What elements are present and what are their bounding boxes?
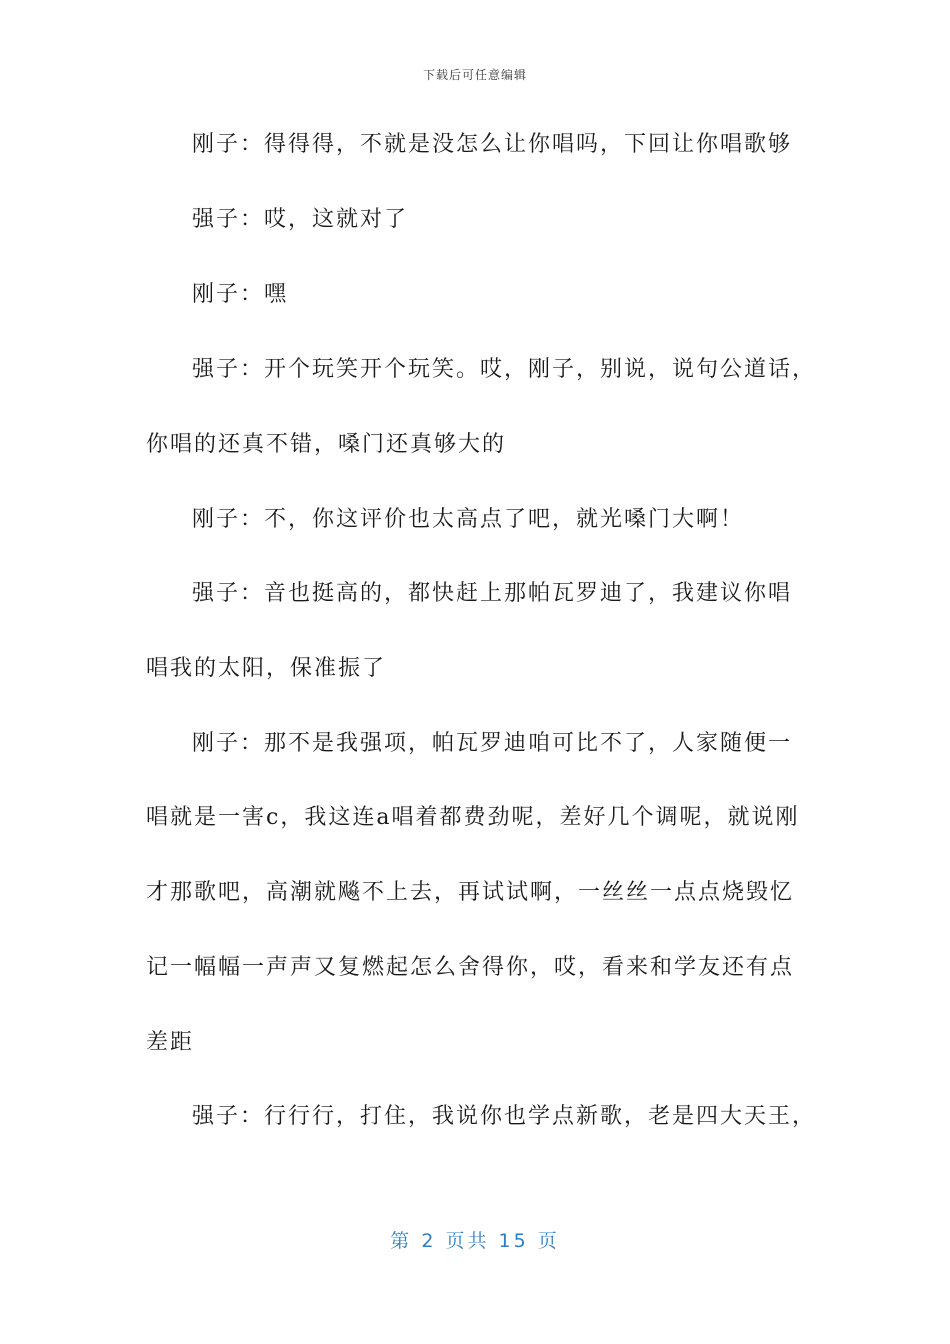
dialogue-line: 才那歌吧，高潮就飚不上去，再试试啊，一丝丝一点点烧毁忆 [146,880,795,905]
page-header: 下载后可任意编辑 [422,68,527,82]
dialogue-line: 刚子：得得得，不就是没怎么让你唱吗，下回让你唱歌够 [192,132,793,157]
dialogue-line: 刚子：那不是我强项，帕瓦罗迪咱可比不了，人家随便一 [192,731,793,756]
dialogue-line: 强子：开个玩笑开个玩笑。哎，刚子，别说，说句公道话， [192,357,817,382]
dialogue-line: 唱就是一害c，我这连a唱着都费劲呢，差好几个调呢，就说刚 [146,805,800,830]
dialogue-line: 强子：音也挺高的，都快赶上那帕瓦罗迪了，我建议你唱 [192,581,793,606]
dialogue-line: 差距 [146,1030,195,1055]
dialogue-line: 记一幅幅一声声又复燃起怎么舍得你，哎，看来和学友还有点 [146,955,795,980]
dialogue-line: 强子：行行行，打住，我说你也学点新歌，老是四大天王， [192,1104,817,1129]
dialogue-line: 刚子：嘿 [192,282,289,307]
page-number-footer: 第 2 页共 15 页 [390,1230,560,1252]
dialogue-line: 强子：哎，这就对了 [192,207,409,232]
dialogue-line: 唱我的太阳，保准振了 [146,656,387,681]
dialogue-line: 刚子：不，你这评价也太高点了吧，就光嗓门大啊！ [192,507,745,532]
dialogue-line: 你唱的还真不错，嗓门还真够大的 [146,432,507,457]
